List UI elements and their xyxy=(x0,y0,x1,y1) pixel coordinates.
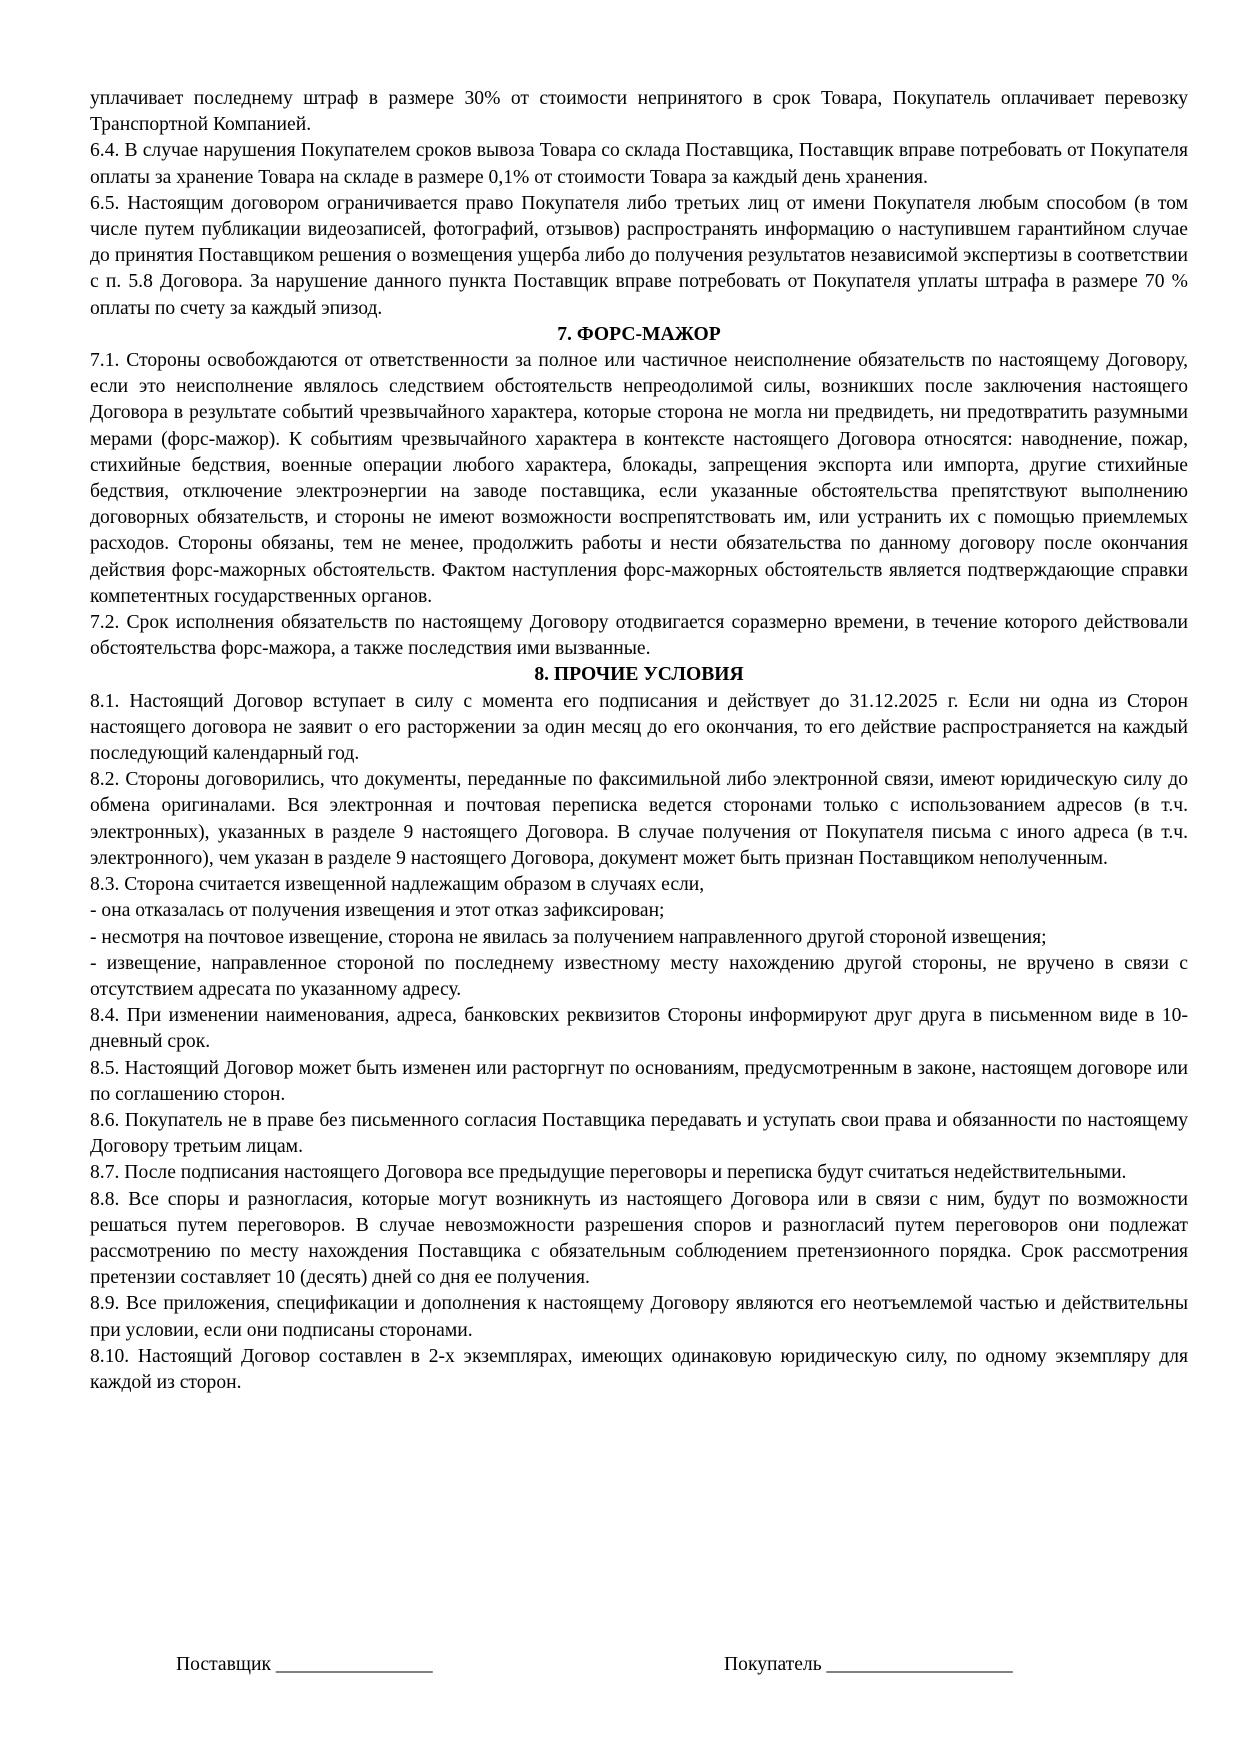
paragraph-8-6: 8.6. Покупатель не в праве без письменного согласия Поставщика передавать и уступать свои права и обязанности по настоящему Договору третьим лицам. xyxy=(90,1109,1188,1158)
paragraph-6-4: 6.4. В случае нарушения Покупателем сроков вывоза Товара со склада Поставщика, Поставщик вправе потребовать от Покупателя оплаты за хранение Товара на складе в размере 0,1% от стоимости Товара за каждый день хранения. xyxy=(90,140,1188,188)
paragraph-8-3: 8.3. Сторона считается извещенной надлежащим образом в случаях если, xyxy=(90,874,705,896)
paragraph-8-4: 8.4. При изменении наименования, адреса, банковских реквизитов Стороны информируют друг друга в письменном виде в 10-дневный срок. xyxy=(90,1005,1188,1053)
paragraph-8-10: 8.10. Настоящий Договор составлен в 2-х экземплярах, имеющих одинаковую юридическую силу, по одному экземпляру для каждой из сторон. xyxy=(90,1345,1188,1393)
paragraph-6-5: 6.5. Настоящим договором ограничивается право Покупателя либо третьих лиц от имени Покупателя любым способом (в том числе путем публикации видеозаписей, фотографий, отзывов) распространять информацию о наступившем гарантийном случае до принятия Поставщиком решения о возмещения ущерба либо до получения результатов независимой экспертизы в соответствии с п. 5.8 Договора. За нарушение данного пункта Поставщик вправе потребовать от Покупателя уплаты штрафа в размере 70 % оплаты по счету за каждый эпизод. xyxy=(90,192,1188,319)
paragraph-8-8: 8.8. Все споры и разногласия, которые могут возникнуть из настоящего Договора или в связи с ним, будут по возможности решаться путем переговоров. В случае невозможности разрешения споров и разногласий путем переговоров они подлежат рассмотрению по месту нахождения Поставщика с обязательным соблюдением претензионного порядка. Срок рассмотрения претензии составляет 10 (десять) дней со дня ее получения. xyxy=(90,1188,1188,1289)
section-7-heading: 7. ФОРС-МАЖОР xyxy=(557,323,721,345)
paragraph-7-1: 7.1. Стороны освобождаются от ответственности за полное или частичное неисполнение обязательств по настоящему Договору, если это неисполнение являлось следствием обстоятельств непреодолимой силы, возникших после заключения настоящего Договора в результате событий чрезвычайного характера, которые сторона не могла ни предвидеть, ни предотвратить разумными мерами (форс-мажор). К событиям чрезвычайного характера в контексте настоящего Договора относятся: наводнение, пожар, стихийные бедствия, военные операции любого характера, блокады, запрещения экспорта или импорта, другие стихийные бедствия, отключение электроэнергии на заводе поставщика, если указанные обстоятельства препятствуют выполнению договорных обязательств, и стороны не имеют возможности воспрепятствовать им, или устранить их с помощью приемлемых расходов. Стороны обязаны, тем не менее, продолжить работы и нести обязательства по данному договору после окончания действия форс-мажорных обстоятельств. Фактом наступления форс-мажорных обстоятельств является подтверждающие справки компетентных государственных органов. xyxy=(90,350,1188,607)
list-item-8-3-c: - извещение, направленное стороной по последнему известному месту нахождению другой стороны, не вручено в связи с отсутствием адресата по указанному адресу. xyxy=(90,952,1188,1000)
paragraph-6-3-continued: уплачивает последнему штраф в размере 30% от стоимости непринятого в срок Товара, Покупатель оплачивает перевозку Транспортной Компанией. xyxy=(90,88,1188,136)
paragraph-8-2: 8.2. Стороны договорились, что документы, переданные по факсимильной либо электронной связи, имеют юридическую силу до обмена оригиналами. Вся электронная и почтовая переписка ведется сторонами только с использованием адресов (в т.ч. электронных), указанных в разделе 9 настоящего Договора. В случае получения от Покупателя письма с иного адреса (в т.ч. электронного), чем указан в разделе 9 настоящего Договора, документ может быть признан Поставщиком неполученным. xyxy=(90,769,1188,869)
section-8-heading: 8. ПРОЧИЕ УСЛОВИЯ xyxy=(534,664,744,686)
paragraph-8-1: 8.1. Настоящий Договор вступает в силу с момента его подписания и действует до 31.12.2025 г. Если ни одна из Сторон настоящего договора не заявит о его расторжении за один месяц до его окончания, то его действие распространяется на каждый последующий календарный год. xyxy=(90,690,1188,765)
paragraph-8-7: 8.7. После подписания настоящего Договора все предыдущие переговоры и переписка будут считаться недействительными. xyxy=(90,1162,1127,1184)
contract-page xyxy=(90,86,1188,1396)
paragraph-7-2: 7.2. Срок исполнения обязательств по настоящему Договору отодвигается соразмерно времени, в течение которого действовали обстоятельства форс-мажора, а также последствия ими вызванные. xyxy=(90,612,1188,660)
buyer-signature-line: Покупатель ___________________ xyxy=(724,1654,1013,1675)
supplier-signature-line: Поставщик ________________ xyxy=(176,1654,433,1675)
paragraph-8-9: 8.9. Все приложения, спецификации и дополнения к настоящему Договору являются его неотъемлемой частью и действительны при условии, если они подписаны сторонами. xyxy=(90,1293,1188,1341)
list-item-8-3-b: - несмотря на почтовое извещение, сторона не явилась за получением направленного другой стороной извещения; xyxy=(90,926,1047,948)
list-item-8-3-a: - она отказалась от получения извещения и этот отказ зафиксирован; xyxy=(90,900,665,922)
paragraph-8-5: 8.5. Настоящий Договор может быть изменен или расторгнут по основаниям, предусмотренным в законе, настоящем договоре или по соглашению сторон. xyxy=(90,1057,1188,1105)
